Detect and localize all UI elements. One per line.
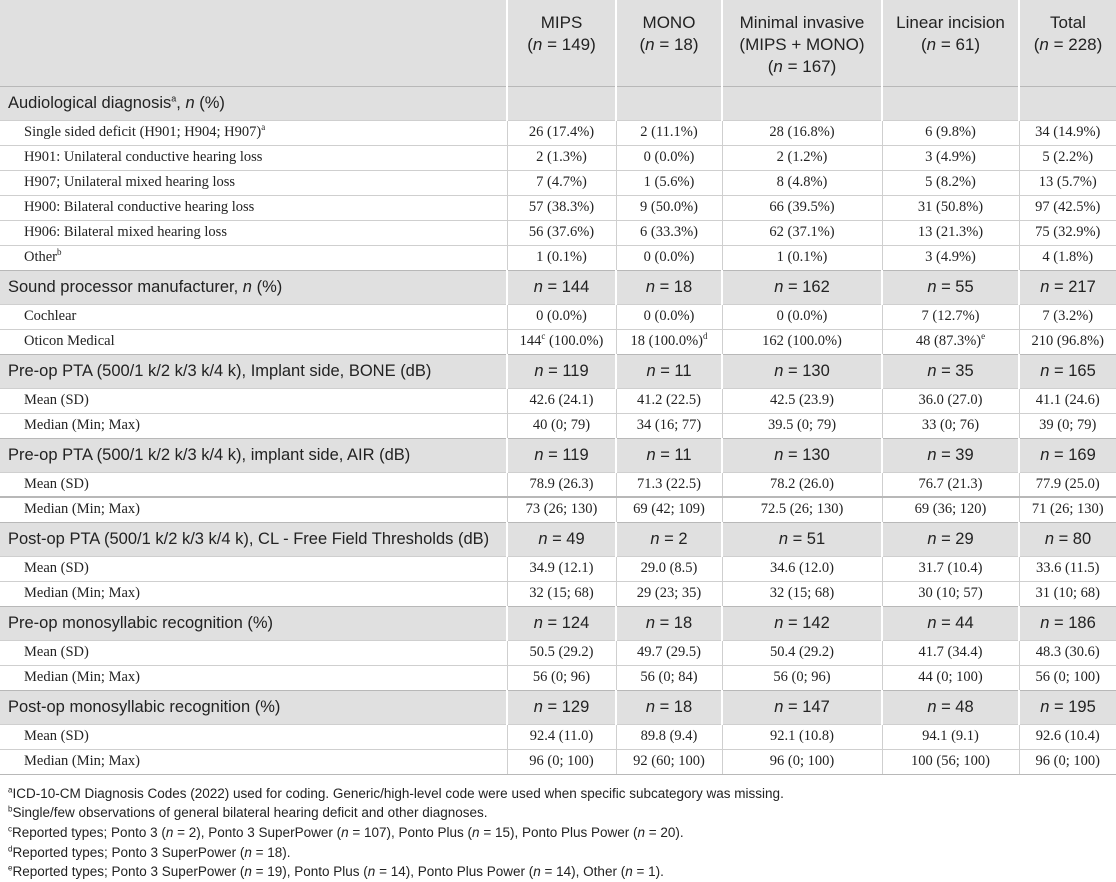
table-cell: 34.9 (12.1) [507,556,616,581]
table-cell: 5 (8.2%) [882,170,1019,195]
table-cell: 73 (26; 130) [507,497,616,522]
row-label: Mean (SD) [0,640,507,665]
table-cell: 2 (11.1%) [616,120,722,145]
table-row [0,556,1116,581]
table-cell: 3 (4.9%) [882,145,1019,170]
table-cell: 34 (16; 77) [616,413,722,438]
row-label: H901: Unilateral conductive hearing loss [0,145,507,170]
table-row [0,170,1116,195]
table-cell: 30 (10; 57) [882,581,1019,606]
section-count: n = 129 [507,690,616,724]
table-cell: 77.9 (25.0) [1019,472,1116,497]
table-cell: 29 (23; 35) [616,581,722,606]
section-count: n = 11 [616,354,722,388]
table-cell: 39 (0; 79) [1019,413,1116,438]
footnote-mark: a [171,93,176,103]
section-title: Post-op PTA (500/1 k/2 k/3 k/4 k), CL - Free Field Thresholds (dB) [0,522,507,556]
table-cell: 56 (37.6%) [507,220,616,245]
row-label: H906: Bilateral mixed hearing loss [0,220,507,245]
row-label: Mean (SD) [0,724,507,749]
table-cell: 75 (32.9%) [1019,220,1116,245]
section-count: n = 18 [616,690,722,724]
table-row [0,472,1116,497]
section-count: n = 119 [507,354,616,388]
table-cell: 0 (0.0%) [507,304,616,329]
table-cell: 7 (4.7%) [507,170,616,195]
row-label: H900: Bilateral conductive hearing loss [0,195,507,220]
table-cell: 41.1 (24.6) [1019,388,1116,413]
footnote-mark: a [261,122,265,132]
table-cell: 66 (39.5%) [722,195,882,220]
table-cell: 33 (0; 76) [882,413,1019,438]
section-count: n = 147 [722,690,882,724]
table-cell: 3 (4.9%) [882,245,1019,270]
section-count: n = 142 [722,606,882,640]
section-count: n = 18 [616,606,722,640]
section-count: n = 2 [616,522,722,556]
table-cell: 6 (33.3%) [616,220,722,245]
footnote-mark: b [8,805,12,814]
row-label: Median (Min; Max) [0,665,507,690]
section-title: Post-op monosyllabic recognition (%) [0,690,507,724]
row-label: Median (Min; Max) [0,413,507,438]
footnote: $^d$Reported types; Ponto 3 SuperPower (n = 18). [8,843,1116,863]
table-header-row [0,0,1116,86]
header-minimal-invasive: Minimal invasive (MIPS + MONO) (n = 167) [722,0,882,86]
table-cell: 69 (42; 109) [616,497,722,522]
table-cell: 96 (0; 100) [722,749,882,774]
table-cell: 13 (5.7%) [1019,170,1116,195]
table-cell: 32 (15; 68) [722,581,882,606]
table-cell: 29.0 (8.5) [616,556,722,581]
header-sublabel: (MIPS + MONO) [723,34,881,56]
table-cell: 69 (36; 120) [882,497,1019,522]
section-title: Pre-op PTA (500/1 k/2 k/3 k/4 k), Implant side, BONE (dB) [0,354,507,388]
section-count: n = 49 [507,522,616,556]
table-cell: 41.2 (22.5) [616,388,722,413]
table-cell: 89.8 (9.4) [616,724,722,749]
section-count: n = 11 [616,438,722,472]
table-cell: 72.5 (26; 130) [722,497,882,522]
section-count: n = 55 [882,270,1019,304]
footnote-mark: d [8,844,12,853]
table-cell: 71.3 (22.5) [616,472,722,497]
table-row [0,581,1116,606]
table-cell: 33.6 (11.5) [1019,556,1116,581]
table-cell: 42.5 (23.9) [722,388,882,413]
section-count: n = 186 [1019,606,1116,640]
section-header-row [0,522,1116,556]
row-label: Oticon Medical [0,329,507,354]
table-row [0,640,1116,665]
table-cell: 13 (21.3%) [882,220,1019,245]
table-cell: 162 (100.0%) [722,329,882,354]
section-count: n = 130 [722,438,882,472]
table-cell: 2 (1.2%) [722,145,882,170]
row-label: Median (Min; Max) [0,581,507,606]
section-count: n = 44 [882,606,1019,640]
table-cell: 92 (60; 100) [616,749,722,774]
header-label: Total [1020,12,1116,34]
table-cell: 56 (0; 84) [616,665,722,690]
footnotes [0,775,1116,882]
table-cell: 50.4 (29.2) [722,640,882,665]
footnote-mark: c [8,824,12,833]
table-cell: 39.5 (0; 79) [722,413,882,438]
table-cell: 2 (1.3%) [507,145,616,170]
row-label: Mean (SD) [0,556,507,581]
footnote-mark: e [981,331,985,341]
table-cell: 31 (50.8%) [882,195,1019,220]
table-cell: 92.6 (10.4) [1019,724,1116,749]
table-cell: 9 (50.0%) [616,195,722,220]
row-label: Median (Min; Max) [0,497,507,522]
table-cell: 41.7 (34.4) [882,640,1019,665]
section-header-row [0,354,1116,388]
section-count: n = 39 [882,438,1019,472]
header-total: Total (n = 228) [1019,0,1116,86]
header-mips: MIPS (n = 149) [507,0,616,86]
table-cell: 76.7 (21.3) [882,472,1019,497]
section-header-row [0,438,1116,472]
footnote: $^a$ICD-10-CM Diagnosis Codes (2022) used for coding. Generic/high-level code were used when specific subcategory was missing. [8,784,1116,804]
table-cell: 144$^c$ (100.0%) [507,329,616,354]
table-cell: 97 (42.5%) [1019,195,1116,220]
table-cell: 34.6 (12.0) [722,556,882,581]
table-cell: 92.4 (11.0) [507,724,616,749]
section-count: n = 124 [507,606,616,640]
table-cell: 1 (5.6%) [616,170,722,195]
table-cell: 7 (3.2%) [1019,304,1116,329]
footnote: $^e$Reported types; Ponto 3 SuperPower (n = 19), Ponto Plus (n = 14), Ponto Plus Power (n = 14), Other (n = 1). [8,862,1116,882]
section-title: Sound processor manufacturer, n (%) [0,270,507,304]
section-title: Pre-op monosyllabic recognition (%) [0,606,507,640]
section-count: n = 119 [507,438,616,472]
table-cell: 78.2 (26.0) [722,472,882,497]
table-cell: 32 (15; 68) [507,581,616,606]
row-label: Mean (SD) [0,388,507,413]
section-title: Audiological diagnosis$^a$, n (%) [0,86,507,120]
row-label: Median (Min; Max) [0,749,507,774]
footnote-mark: a [8,785,12,794]
section-count [616,86,722,120]
table-cell: 71 (26; 130) [1019,497,1116,522]
table-cell: 31.7 (10.4) [882,556,1019,581]
table-cell: 36.0 (27.0) [882,388,1019,413]
header-mono: MONO (n = 18) [616,0,722,86]
header-label: MONO [617,12,721,34]
table-row [0,220,1116,245]
section-header-row [0,86,1116,120]
section-count: n = 35 [882,354,1019,388]
table-cell: 57 (38.3%) [507,195,616,220]
header-label: Minimal invasive [723,12,881,34]
row-label: Cochlear [0,304,507,329]
table-cell: 94.1 (9.1) [882,724,1019,749]
header-label: MIPS [508,12,615,34]
section-header-row [0,690,1116,724]
footnote: $^c$Reported types; Ponto 3 (n = 2), Ponto 3 SuperPower (n = 107), Ponto Plus (n = 15), Ponto Plus Power (n = 20). [8,823,1116,843]
table-cell: 48.3 (30.6) [1019,640,1116,665]
row-label: Mean (SD) [0,472,507,497]
section-count: n = 144 [507,270,616,304]
section-count: n = 18 [616,270,722,304]
table-cell: 1 (0.1%) [722,245,882,270]
table-cell: 49.7 (29.5) [616,640,722,665]
row-label: H907; Unilateral mixed hearing loss [0,170,507,195]
table-cell: 44 (0; 100) [882,665,1019,690]
section-count [722,86,882,120]
header-linear-incision: Linear incision (n = 61) [882,0,1019,86]
section-count: n = 80 [1019,522,1116,556]
table-cell: 48 $(87.3\%)^e$ [882,329,1019,354]
footnote-mark: c [541,331,545,341]
section-count: n = 162 [722,270,882,304]
header-corner [0,0,507,86]
table-row [0,497,1116,522]
table-row [0,329,1116,354]
section-count: n = 169 [1019,438,1116,472]
table-row [0,145,1116,170]
table-cell: 6 (9.8%) [882,120,1019,145]
section-count: n = 130 [722,354,882,388]
table-cell: 8 (4.8%) [722,170,882,195]
section-count [1019,86,1116,120]
table-cell: 56 (0; 96) [722,665,882,690]
table-cell: 28 (16.8%) [722,120,882,145]
table-cell: 40 (0; 79) [507,413,616,438]
table-cell: 100 (56; 100) [882,749,1019,774]
table-cell: 0 (0.0%) [616,145,722,170]
section-count: n = 48 [882,690,1019,724]
table-row [0,724,1116,749]
section-title: Pre-op PTA (500/1 k/2 k/3 k/4 k), implant side, AIR (dB) [0,438,507,472]
section-header-row [0,606,1116,640]
table-cell: 0 (0.0%) [722,304,882,329]
table-cell: 18 $(100.0\%)^d$ [616,329,722,354]
table-cell: 34 (14.9%) [1019,120,1116,145]
table-row [0,749,1116,774]
table-row [0,195,1116,220]
footnote-mark: d [703,331,708,341]
footnote: $^b$Single/few observations of general bilateral hearing deficit and other diagnoses. [8,803,1116,823]
table-row [0,665,1116,690]
table-cell: 50.5 (29.2) [507,640,616,665]
table-row [0,120,1116,145]
table-cell: 62 (37.1%) [722,220,882,245]
header-label: Linear incision [883,12,1018,34]
table-row [0,388,1116,413]
table-cell: 26 (17.4%) [507,120,616,145]
section-header-row [0,270,1116,304]
table-cell: 4 (1.8%) [1019,245,1116,270]
table-cell: 5 (2.2%) [1019,145,1116,170]
table-cell: 1 (0.1%) [507,245,616,270]
section-count: n = 217 [1019,270,1116,304]
section-count: n = 165 [1019,354,1116,388]
table-row [0,304,1116,329]
row-label: Other$^b$ [0,245,507,270]
section-count: n = 51 [722,522,882,556]
section-count [507,86,616,120]
table-cell: 31 (10; 68) [1019,581,1116,606]
table-cell: 96 (0; 100) [507,749,616,774]
section-count: n = 195 [1019,690,1116,724]
table-row [0,413,1116,438]
table-cell: 96 (0; 100) [1019,749,1116,774]
section-count [882,86,1019,120]
row-label: Single sided deficit (H901; H904; H907)$^a$ [0,120,507,145]
table-cell: 56 (0; 100) [1019,665,1116,690]
table-cell: 92.1 (10.8) [722,724,882,749]
footnote-mark: e [8,864,12,873]
table-cell: 210 (96.8%) [1019,329,1116,354]
table-cell: 56 (0; 96) [507,665,616,690]
table-cell: 42.6 (24.1) [507,388,616,413]
table-cell: 0 (0.0%) [616,304,722,329]
table-row [0,245,1116,270]
table-cell: 7 (12.7%) [882,304,1019,329]
table-cell: 0 (0.0%) [616,245,722,270]
table-body [0,86,1116,774]
section-count: n = 29 [882,522,1019,556]
footnote-mark: b [57,247,62,257]
table-cell: 78.9 (26.3) [507,472,616,497]
